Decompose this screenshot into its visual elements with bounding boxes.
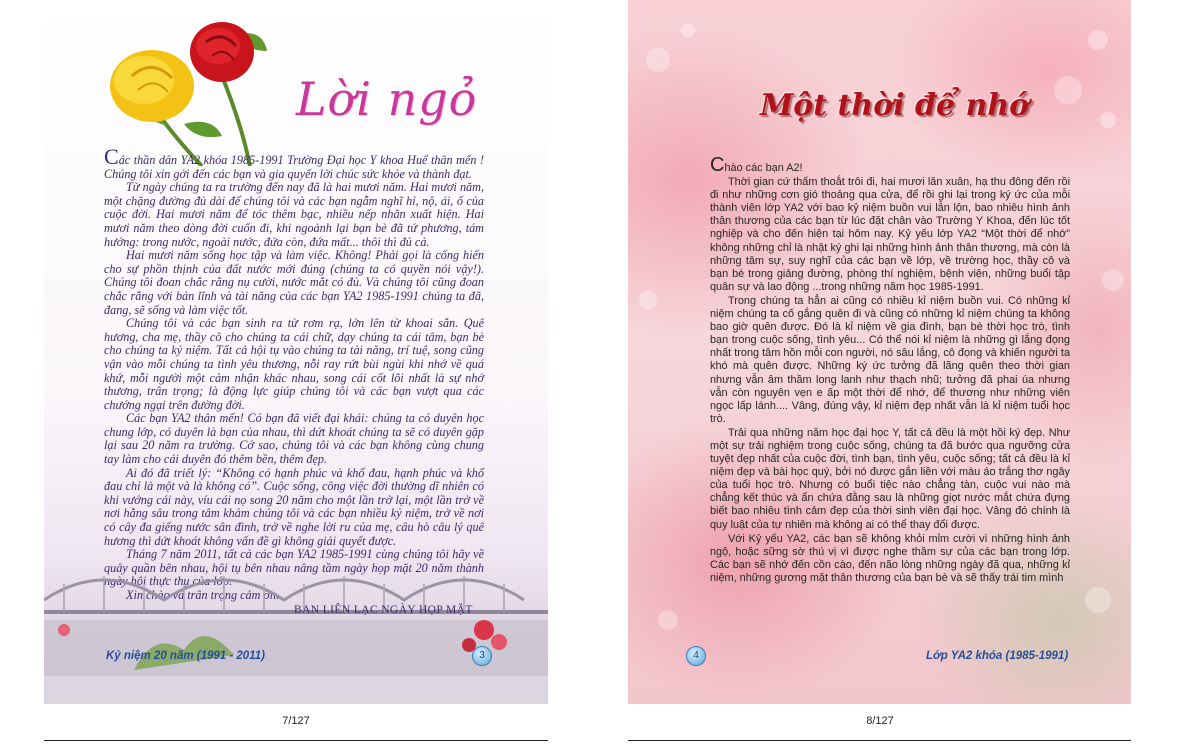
page-number-right: 8/127 <box>866 715 894 727</box>
signature: BAN LIÊN LẠC NGÀY HỌP MẶT <box>294 604 473 616</box>
bridge-river-illustration <box>44 480 548 704</box>
page-rule-left <box>44 740 548 741</box>
paragraph: Với Kỷ yếu YA2, các bạn sẽ không khỏi mỉm cười vì những hình ảnh ngộ, hoặc sững sờ thú vị vì được nghe thầm sự của các bạn trong lớp. Các bạn sẽ nhớ đến cồn cào, đến não lòng những ngày đã qua, những kỉ niệm, những gương mặt thân thương của bạn bè và sẽ thấy trái tim mình <box>710 532 1070 584</box>
dropcap: C <box>104 144 119 169</box>
footer-caption: Lớp YA2 khóa (1985-1991) <box>926 650 1069 662</box>
paragraph: Xin chào và trân trọng cảm ơn. <box>126 588 280 602</box>
paragraph: Trải qua những năm học đại học Y, tất cả đều là một hồi ký đẹp. Như một sự trải nghiệm trong cuộc sống, chúng ta đã bước qua ngưỡng cửa tuyệt đẹp nhất của cuộc đời, tình bạn, tình yêu, cuộc sống; tất cả đều là kỉ niệm đẹp và bài học quý, bởi nó được gắn liền với màu áo trắng thơ ngây của tuổi học trò. Nhưng có buổi tiệc nào chẳng tàn, cuộc vui nào mà chẳng kết thúc và ẩn chứa đằng sau là những giọt nước mắt chứa đựng biết bao nhiêu tình cảm đẹp của thời sinh viên đại học. Vâng đó chính là quy luật của tự nhiên mà không ai có thể thay đổi được. <box>710 426 1070 531</box>
dropcap: C <box>710 154 725 176</box>
paragraph: Thời gian cứ thấm thoắt trôi đi, hai mươi lăn xuân, hạ thu đông đến rồi đi như những cơn gió thoảng qua cửa, để rồi ghi lại trong ký ức của mỗi thành viên lớp YA2 với bao kỷ niệm buồn vui lẫn lộn, bao nhiêu hình ảnh thân thương của các bạn từ lúc đặt chân vào Trường Y Khoa, đến lúc tốt nghiệp và cho đến hiện tại hôm nay. Kỷ yếu lớp YA2 “Một thời để nhớ” không những chỉ là nhật ký ghi lại những hình ảnh thân thương, mà còn là những tâm sự, suy nghĩ của các bạn về lớp, về trường học, thầy cô và bạn bè trong giảng đường, phòng thí nghiệm, bệnh viện, những buổi tập quân sự và lao động ...trong những năm học 1985-1991. <box>710 176 1070 293</box>
page-badge: 4 <box>686 646 706 666</box>
footer-caption: Kỷ niệm 20 năm (1991 - 2011) <box>106 650 265 662</box>
memory-text <box>710 154 1070 586</box>
paragraph: Hai mươi năm sống học tập và làm việc. Không! Phải gọi là cống hiến cho sự phồn thịnh của đất nước mới đúng (chúng ta có quyền nói vậy!). Chúng tôi đoan chắc rằng nụ cười, nước mắt có đủ. Và chúng tôi cũng đoan chắc rằng với bản lĩnh và tài năng của các bạn YA2 1985-1991 chúng ta đã, đang, sẽ sống và làm việc tốt. <box>104 248 484 317</box>
page-badge: 3 <box>472 646 492 666</box>
right-page <box>628 0 1131 704</box>
page-number-left: 7/127 <box>282 715 310 727</box>
paragraph-text: ác thần dân YA2 khóa 1985-1991 Trường Đại học Y khoa Huế thân mến ! Chúng tôi xin gởi đến các bạn và gia quyến lời chúc sức khỏe và thành đạt. <box>104 153 484 181</box>
left-page <box>44 0 548 704</box>
page-title: Một thời để nhớ <box>760 88 1030 123</box>
page-title: Lời ngỏ <box>296 72 478 126</box>
paragraph: Ai đó đã triết lý: “Không có hạnh phúc và khổ đau, hạnh phúc và khổ đau chỉ là một và là không có”. Cuộc sống, công việc đời thường dĩ nhiên có khi vướng cái này, víu cái nọ song 20 năm cho một lần trở lại, một lần trở về nơi hằng sâu trong tâm khảm chúng tôi và các bạn nhiều kỷ niệm, trở về nơi có cây đa giếng nước sân đình, trở về nghe lời ru của mẹ, câu hò câu lý quê hương thì dứt khoát không vấn đề gì không giải quyết được. <box>104 465 484 548</box>
rose-flowers-illustration <box>72 6 272 166</box>
paragraph <box>710 154 1070 176</box>
paragraph-text: hào các bạn A2! <box>724 162 803 174</box>
paragraph: Các bạn YA2 thân mến! Có bạn đã viết đại khái: chúng ta có duyên học chung lớp, có duyên là bạn của nhau, thì dứt khoát chúng ta sẽ có duyên gặp lại sau 20 năm ra trường. Cớ sao, chúng tôi và các bạn không cùng chung tay làm cho cái duyên đó thêm bền, thêm đẹp. <box>104 411 484 467</box>
paragraph <box>104 144 484 181</box>
paragraph: Chúng tôi và các bạn sinh ra từ rơm rạ, lớn lên từ khoai sắn. Quê hương, cha mẹ, thầy cô cho chúng ta cái chữ, dạy chúng ta cái tâm, bạn bè cho chúng ta kỷ niệm. Tất cả hội tụ vào chúng ta tài năng, trí tuệ, song cũng vận vào mỗi chúng ta tình yêu thương, nỗi ray rứt bùi ngùi khi nhớ về quá khứ, mỗi người một cảm nhận khác nhau, song cái cốt lõi nhất là sự nhớ thương, trân trọng; là động lực giúp chúng tôi và các bạn vượt qua các chướng ngại trên đường đời. <box>104 316 484 412</box>
paragraph: Tháng 7 năm 2011, tất cả các bạn YA2 1985-1991 cùng chúng tôi hãy về quây quần bên nhau, hội tụ bên nhau nâng tầm ngày họp mặt 20 năm thành ngày hội thực thụ của lớp. <box>104 547 484 589</box>
page-rule-right <box>628 740 1131 741</box>
paragraph: Từ ngày chúng ta ra trường đến nay đã là hai mươi năm. Hai mươi năm, một chặng đường đủ dài để chúng tôi và các bạn ngẫm nghĩ hỉ, nộ, ái, ố của cuộc đời. Hai mươi năm để tóc thêm bạc, nhiều nếp nhăn xuất hiện. Hai mươi năm theo dòng đời cuốn đi, khi ngoảnh lại bạn bè đã tứ phương, tám hướng: trong nước, ngoài nước, đứa còn, đứa mất... thôi thì đủ cả. <box>104 180 484 249</box>
paragraph: Trong chúng ta hẳn ai cũng có nhiều kỉ niệm buồn vui. Có những kỉ niệm chúng ta cố gắng quên đi và cũng có những kỉ niệm chúng ta không bao giờ quên được. Đó là kỉ niệm về gia đình, bạn bè thời học trò, tình bạn trong cuộc sống, tình yêu... Có thể nói kỉ niệm là những gì lắng đọng nhất trong tâm hồn mỗi con người, nó sâu lắng, cô đọng và khiến người ta khó mà quên được. Những ký ức tưởng đã lãng quên theo thời gian nhưng vẫn âm thầm long lanh như thạch nhũ; tưởng đã phai úa nhưng vẫn còn nguyên vẹn e ấp một thời để nhớ, để thương như những viên ngọc lấp lánh.... Vâng, đúng vậy, kỉ niệm đẹp nhất vẫn là kỉ niệm tuổi học trò. <box>710 294 1070 425</box>
